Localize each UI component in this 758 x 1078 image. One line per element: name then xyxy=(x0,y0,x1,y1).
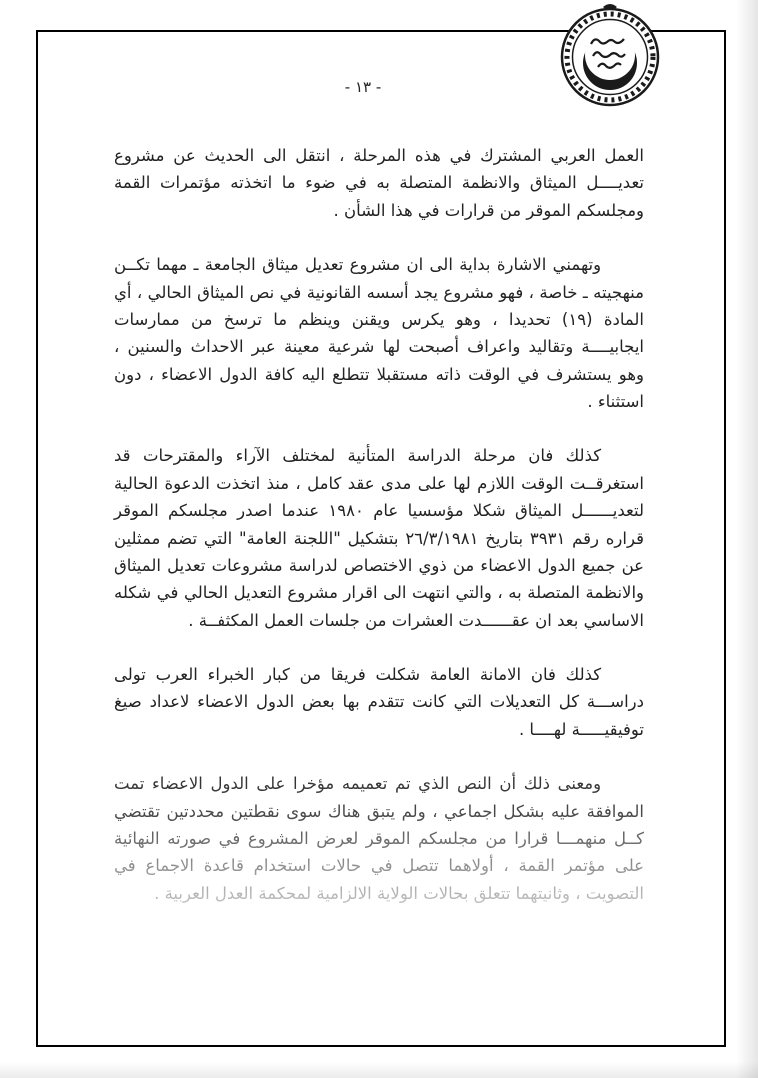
paragraph: كذلك فان مرحلة الدراسة المتأنية لمختلف الآراء والمقترحات قد استغرقــت الوقت اللازم لها على مدى عقد كامل ، منذ اتخذت الدعوة الحالية لتعديــــــل الميثاق شكلا مؤسسيا عام ١٩٨٠ عندما اصدر مجلسكم الموقر قراره رقم ٣٩٣١ بتاريخ ٢٦/٣/١٩٨١ بتشكيل "اللجنة العامة" التي تضم ممثلين عن جميع الدول الاعضاء من ذوي الاختصاص لدراسة مشروعات تعديل الميثاق والانظمة المتصلة به ، والتي انتهت الى اقرار مشروع التعديل الحالي في شكله الاساسي بعد ان عقــــــدت العشرات من جلسات العمل المكثفــة . xyxy=(114,446,645,630)
paragraph: كذلك فان الامانة العامة شكلت فريقا من كبار الخبراء العرب تولى دراســـة كل التعديلات التي كانت تتقدم بها بعض الدول الاعضاء لاعداد صيغ توفيقيـــــة لهــــا . xyxy=(114,665,644,739)
document-body xyxy=(114,142,644,934)
paragraph: وتهمني الاشارة بداية الى ان مشروع تعديل ميثاق الجامعة ـ مهما تكــن منهجيته ـ خاصة ، فهو مشروع يجد أسسه القانونية في نص الميثاق الحالي ، أي المادة (١٩) تحديدا ، وهو يكرس ويقنن وينظم ما ترسخ من ممارسات ايجابيــــة وتقاليد واعراف أصبحت لها شرعية معينة عبر الاحداث والسنين ، وهو يستشرف في الوقت ذاته مستقبلا تتطلع اليه كافة الدول الاعضاء ، دون استثناء . xyxy=(114,255,645,411)
page-number: - ١٣ - xyxy=(344,78,382,96)
paragraph: العمل العربي المشترك في هذه المرحلة ، انتقل الى الحديث عن مشروع تعديــــل الميثاق والانظمة المتصلة به في ضوء ما اتخذته مؤتمرات القمة ومجلسكم الموقر من قرارات في هذا الشأن . xyxy=(114,146,644,220)
paragraph: ومعنى ذلك أن النص الذي تم تعميمه مؤخرا على الدول الاعضاء تمت الموافقة عليه بشكل اجماعي ، ولم يتبق هناك سوى نقطتين محددتين تقتضي كــل منهمـــا قرارا من مجلسكم الموقر لعرض المشروع في صورته النهائية على مؤتمر القمة ، أولاهما تتصل في حالات استخدام قاعدة الاجماع في التصويت ، وثانيتهما تتعلق بحالات الولاية الالزامية لمحكمة العدل العربية . xyxy=(114,770,644,907)
